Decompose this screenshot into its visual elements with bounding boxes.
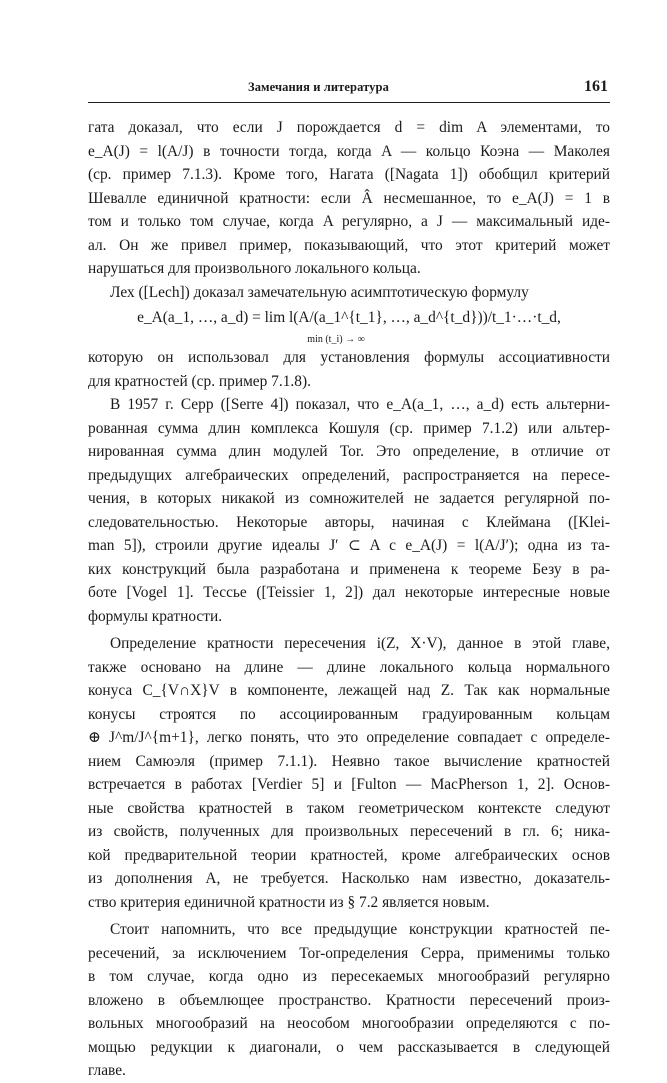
paragraph <box>88 281 610 305</box>
text-line: конусы строятся по ассоциированным градуированным кольцам <box>88 705 610 723</box>
text-line: из свойств, полученных для произвольных пересечений в гл. 6; ника- <box>88 823 610 840</box>
running-header <box>88 78 610 100</box>
formula-main: e_A(a_1, …, a_d) = lim l(A/(a_1^{t_1}, …, a_d^{t_d}))/t_1·…·t_d, <box>137 309 561 326</box>
body-text <box>88 116 610 1083</box>
running-title: Замечания и литература <box>248 80 389 94</box>
paragraph <box>88 918 610 1083</box>
text-line: ких конструкций была разработана и применена к теореме Безу в ра- <box>88 560 610 578</box>
text-line: нарушаться для произвольного локального кольца. <box>88 260 421 277</box>
text-line: ⊕ J^m/J^{m+1}, легко понять, что это определение совпадает с определе- <box>88 729 610 746</box>
text-line: нированная сумма длин модулей Tor. Это определение, в отличие от <box>88 443 610 460</box>
text-line: также основано на длине — длине локального кольца нормального <box>88 658 610 676</box>
paragraph <box>88 393 610 628</box>
formula-limit-subscript: min (t_i) → ∞ <box>307 334 365 345</box>
text-line: ные свойства кратностей в таком геометрическом контексте следуют <box>88 799 610 817</box>
text-line: В 1957 г. Серр ([Serre 4]) показал, что e_A(a_1, …, a_d) есть альтерни- <box>110 396 610 413</box>
text-line: гата доказал, что если J порождается d = dim A элементами, то <box>88 119 610 136</box>
text-line: том и только том случае, когда A регулярно, а J — максимальный иде- <box>88 213 610 230</box>
text-line: вложено в объемлющее пространство. Кратности пересечений произ- <box>88 991 610 1009</box>
text-line: формулы кратности. <box>88 607 223 625</box>
page-number: 161 <box>584 78 608 95</box>
text-line: Стоит напомнить, что все предыдущие конструкции кратностей пе- <box>110 921 610 938</box>
header-rule <box>88 102 610 103</box>
text-line: для кратностей (ср. пример 7.1.8). <box>88 372 311 390</box>
text-line: которую он использовал для установления формулы ассоциативности <box>88 349 610 366</box>
text-line: в том случае, когда одно из пересекаемых многообразий регулярно <box>88 968 610 985</box>
text-line: нием Самюэля (пример 7.1.1). Неявно такое вычисление кратностей <box>88 752 610 770</box>
text-line: Шевалле единичной кратности: если Â несмешанное, то e_A(J) = 1 в <box>88 189 610 207</box>
text-line: кой предварительной теории кратностей, кроме алгебраических основ <box>88 846 610 864</box>
text-line: мощью редукции к диагонали, о чем рассказывается в следующей <box>88 1038 610 1056</box>
text-line: вольных многообразий на неособом многообразии определяются с по- <box>88 1015 610 1032</box>
text-line: предыдущих алгебраических определений, распространяется на пересе- <box>88 466 610 484</box>
text-line: ал. Он же привел пример, показывающий, что этот критерий может <box>88 236 610 254</box>
text-line: рованная сумма длин комплекса Кошуля (ср. пример 7.1.2) или альтер- <box>88 419 610 437</box>
text-line: man 5]), строили другие идеалы J′ ⊂ A с e_A(J) = l(A/J′); одна из та- <box>88 537 610 554</box>
paragraph <box>88 632 610 914</box>
text-line: (ср. пример 7.1.3). Кроме того, Нагата ([Nagata 1]) обобщил критерий <box>88 166 610 183</box>
text-line: следовательностью. Некоторые авторы, начиная с Клеймана ([Klei- <box>88 513 610 531</box>
text-line: главе. <box>88 1062 126 1079</box>
text-line: Лех ([Lech]) доказал замечательную асимптотическую формулу <box>110 283 529 301</box>
text-line: из дополнения А, не требуется. Насколько нам известно, доказатель- <box>88 870 610 887</box>
text-line: чения, в которых никакой из сомножителей не задается регулярной по- <box>88 490 610 507</box>
text-line: Определение кратности пересечения i(Z, X·V), данное в этой главе, <box>110 635 610 652</box>
text-line: встречается в работах [Verdier 5] и [Fulton — MacPherson 1, 2]. Основ- <box>88 776 610 793</box>
text-line: ство критерия единичной кратности из § 7.2 является новым. <box>88 893 490 911</box>
paragraph <box>88 116 610 281</box>
text-line: ресечений, за исключением Tor-определения Серра, применимы только <box>88 944 610 962</box>
text-line: e_A(J) = l(A/J) в точности тогда, когда A — кольцо Коэна — Маколея <box>88 142 610 160</box>
text-line: боте [Vogel 1]. Тессье ([Teissier 1, 2]) дал некоторые интересные новые <box>88 584 610 601</box>
display-formula <box>88 304 610 346</box>
text-line: конуса C_{V∩X}V в компоненте, лежащей над Z. Так как нормальные <box>88 682 610 699</box>
